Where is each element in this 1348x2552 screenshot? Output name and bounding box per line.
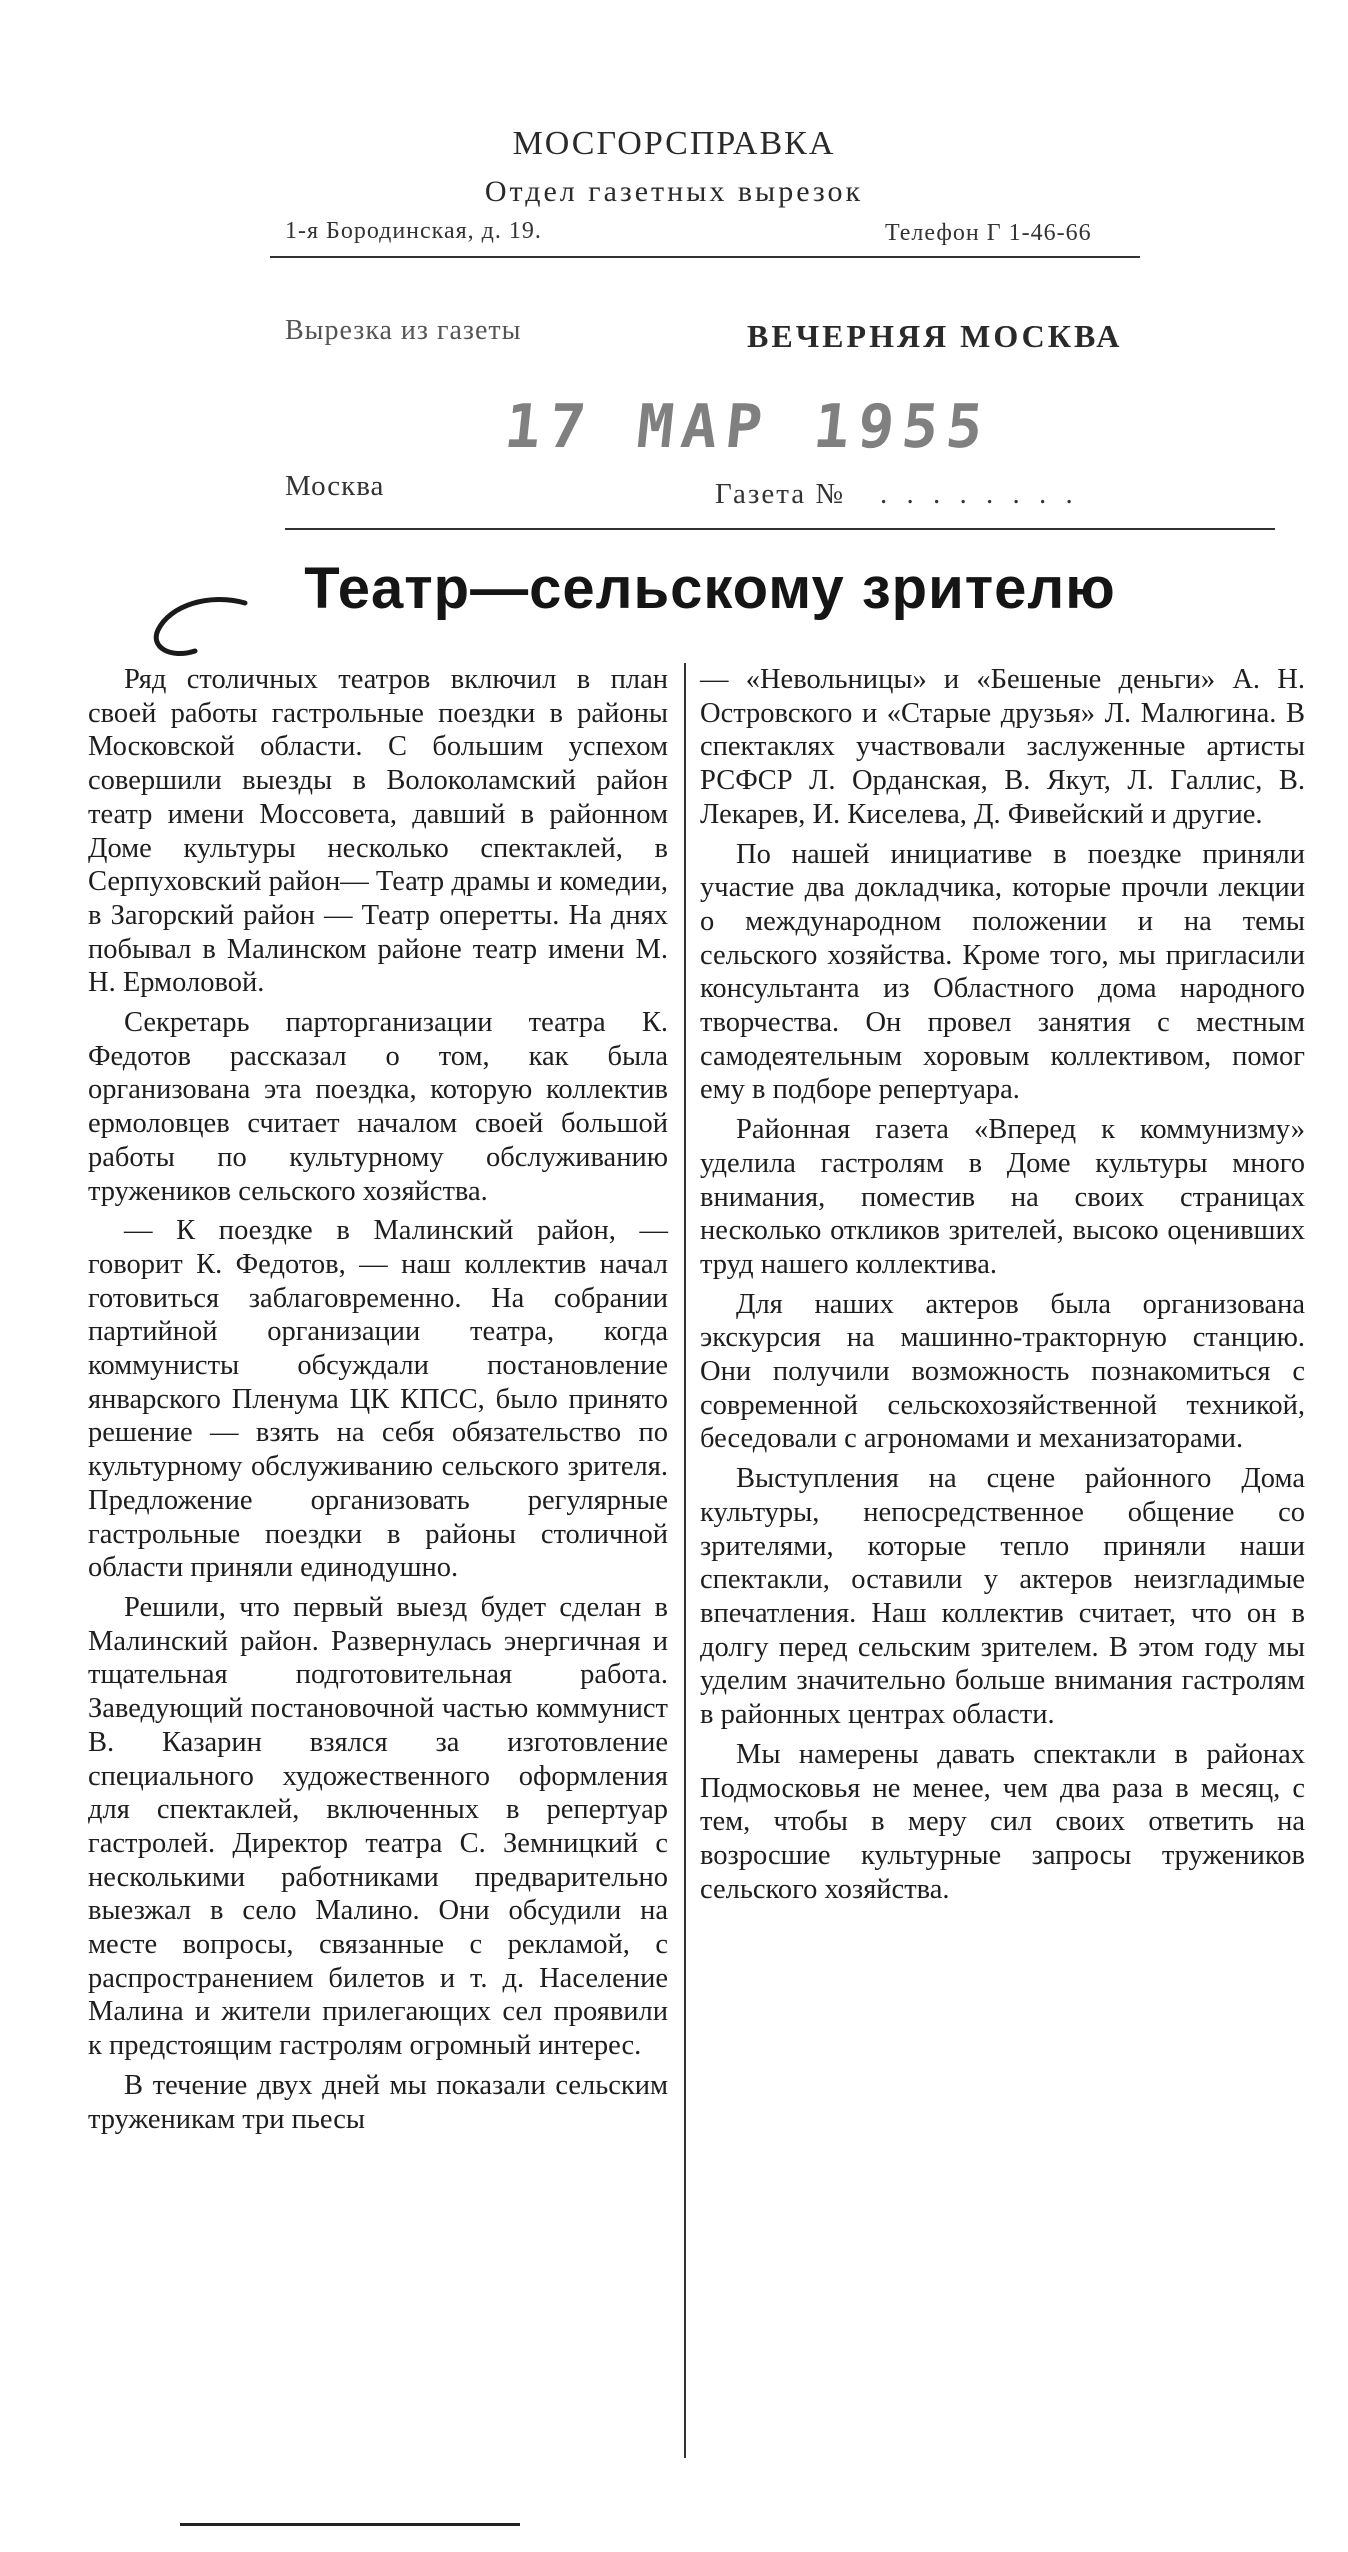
date-stamp: 17 МАР 1955: [501, 392, 995, 462]
phone-number: Телефон Г 1-46-66: [885, 220, 1092, 246]
paragraph: Районная газета «Вперед к коммунизму» уделила гастролям в Доме культуры много внимания, поместив на своих страницах несколько откликов зрителей, высоко оценивших труд нашего коллектива.: [700, 1114, 1305, 1280]
paragraph: В течение двух дней мы показали сельским труженикам три пьесы: [88, 2069, 668, 2135]
paragraph: Решили, что первый выезд будет сделан в Малинский район. Развернулась энергичная и тщательная подготовительная работа. Заведующий постановочной частью коммунист В. Казарин взялся за изготовление специального художественного оформления для спектаклей, включенных в репертуар гастролей. Директор театра С. Земницкий с несколькими работниками предварительно выезжал в село Малино. Они обсудили на месте вопросы, связанные с рекламой, с распространением билетов и т. д. Население Малина и жители прилегающих сел проявили к предстоящим гастролям огромный интерес.: [88, 1591, 668, 2062]
end-rule: [180, 2523, 520, 2526]
form-rule: [285, 528, 1275, 530]
paragraph-continuation: — «Невольницы» и «Бешеные деньги» А. Н. Островского и «Старые друзья» Л. Малюгина. В спектаклях участвовали заслуженные артисты РСФСР Л. Орданская, В. Якут, Л. Галлис, В. Лекарев, И. Киселева, Д. Фивейский и другие.: [700, 664, 1305, 830]
clipping-label: Вырезка из газеты: [285, 315, 522, 346]
paragraph: Для наших актеров была организована экскурсия на машинно-тракторную станцию. Они получили возможность познакомиться с современной сельскохозяйственной техникой, беседовали с агрономами и механизаторами.: [700, 1288, 1305, 1455]
column-divider: [684, 663, 686, 2458]
header-rule: [270, 256, 1140, 258]
paper-number-dots: . . . . . . . .: [880, 478, 1079, 510]
paragraph: — К поездке в Малинский район, — говорит К. Федотов, — наш коллектив начал готовиться заблаговременно. На собрании партийной организации театра, когда коммунисты обсуждали постановление январского Пленума ЦК КПСС, было принято решение — взять на себя обязательство по культурному обслуживанию сельского зрителя. Предложение организовать регулярные гастрольные поездки в районы столичной области приняли единодушно.: [88, 1215, 668, 1584]
paragraph: По нашей инициативе в поездке приняли участие два докладчика, которые прочли лекции о международном положении и на темы сельского хозяйства. Кроме того, мы пригласили консультанта из Областного дома народного творчества. Он провел занятия с местным самодеятельным хоровым коллективом, помог ему в подборе репертуара.: [700, 838, 1305, 1106]
newspaper-name: ВЕЧЕРНЯЯ МОСКВА: [747, 318, 1123, 354]
organization-name: МОСГОРСПРАВКА: [512, 125, 836, 162]
address: 1-я Бородинская, д. 19.: [285, 218, 542, 244]
paragraph: Секретарь парторганизации театра К. Федотов рассказал о том, как была организована эта поездка, которую коллектив ермоловцев считает началом своей большой работы по культурному обслуживанию тружеников сельского хозяйства.: [88, 1007, 668, 1207]
article-headline: Театр—сельскому зрителю: [304, 556, 1116, 621]
city-label: Москва: [285, 470, 385, 502]
paragraph: Мы намерены давать спектакли в районах Подмосковья не менее, чем два раза в месяц, с тем, чтобы в меру сил своих ответить на возросшие культурные запросы тружеников сельского хозяйства.: [700, 1738, 1305, 1905]
paragraph: Выступления на сцене районного Дома культуры, непосредственное общение со зрителями, которые тепло приняли наши спектакли, оставили у актеров неизгладимые впечатления. Наш коллектив считает, что он в долгу перед сельским зрителем. В этом году мы уделим значительно больше внимания гастролям в районных центрах области.: [700, 1463, 1305, 1731]
paragraph: Ряд столичных театров включил в план своей работы гастрольные поездки в районы Московской области. С большим успехом совершили выезды в Волоколамский район театр имени Моссовета, давший в районном Доме культуры несколько спектаклей, в Серпуховский район— Театр драмы и комедии, в Загорский район — Театр оперетты. На днях побывал в Малинском районе театр имени М. Н. Ермоловой.: [88, 664, 668, 999]
right-column: [700, 663, 1305, 1906]
left-column: [88, 663, 668, 2136]
paper-number-label: Газета №: [715, 478, 846, 510]
department-name: Отдел газетных вырезок: [484, 175, 864, 208]
